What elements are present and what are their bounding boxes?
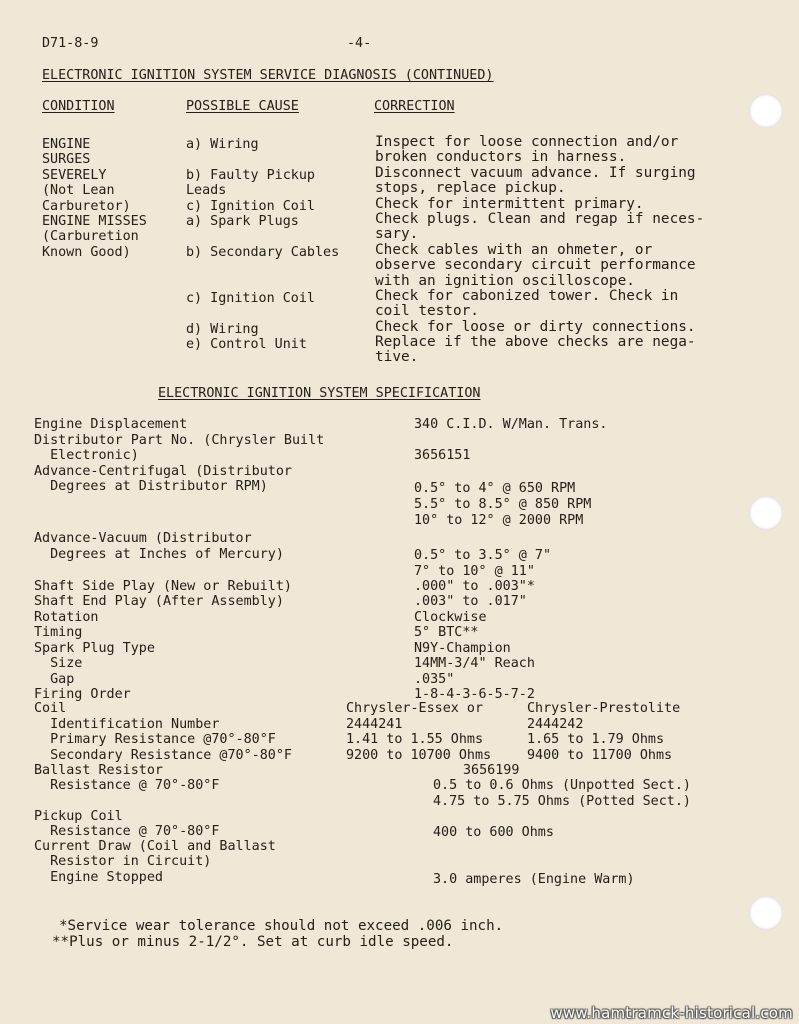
correction-line: Replace if the above checks are nega- xyxy=(375,334,696,351)
punch-hole-top xyxy=(749,94,783,128)
coil-value-prestolite: 9400 to 11700 Ohms xyxy=(527,747,673,763)
coil-header-essex: Chrysler-Essex or xyxy=(346,701,484,716)
ballast-part-number: 3656199 xyxy=(463,763,520,778)
condition-line: SEVERELY xyxy=(42,167,107,183)
spec-label: Shaft Side Play (New or Rebuilt) xyxy=(34,578,292,594)
spec-label: Secondary Resistance @70°-80°F xyxy=(34,747,292,763)
cause-line xyxy=(186,276,339,291)
condition-line: Carburetor) xyxy=(42,198,131,214)
cause-line: c) Ignition Coil xyxy=(186,198,315,214)
spec-label: Spark Plug Type xyxy=(34,640,155,656)
correction-line: Check cables with an ohmeter, or xyxy=(375,241,653,258)
correction-line: tive. xyxy=(375,349,419,366)
pickup-value: 400 to 600 Ohms xyxy=(433,825,554,840)
spec-value: .000" to .003"* xyxy=(414,578,535,594)
spec-label: Ballast Resistor xyxy=(34,763,163,778)
current-draw-value: 3.0 amperes (Engine Warm) xyxy=(433,872,635,887)
spec-label: Electronic) xyxy=(34,448,139,463)
column-header-correction: CORRECTION xyxy=(374,99,455,114)
spec-label: Resistance @ 70°-80°F xyxy=(34,778,220,793)
correction-line: with an ignition oscilloscope. xyxy=(375,272,635,289)
spec-value: 7° to 10° @ 11" xyxy=(414,563,535,579)
ballast-value: 0.5 to 0.6 Ohms (Unpotted Sect.) xyxy=(433,778,691,793)
correction-column xyxy=(375,135,704,366)
condition-line: ENGINE MISSES xyxy=(42,213,147,229)
spec-label: Distributor Part No. (Chrysler Built xyxy=(34,432,325,448)
cause-line xyxy=(186,152,339,167)
spec-label: Gap xyxy=(34,671,75,687)
spec-label: Engine Displacement xyxy=(34,417,188,432)
spec-label: Rotation xyxy=(34,609,99,625)
spec-label: Primary Resistance @70°-80°F xyxy=(34,732,276,747)
doc-code: D71-8-9 xyxy=(42,36,99,51)
condition-line: (Carburetion xyxy=(42,229,139,245)
spec-value: 14MM-3/4" Reach xyxy=(414,656,535,672)
coil-value-prestolite: 1.65 to 1.79 Ohms xyxy=(527,732,665,747)
spec-value: 340 C.I.D. W/Man. Trans. xyxy=(414,417,608,432)
condition-line: SURGES xyxy=(42,152,91,168)
spec-label: Degrees at Distributor RPM) xyxy=(34,479,268,494)
cause-column xyxy=(186,137,339,368)
correction-line: Check for cabonized tower. Check in xyxy=(375,287,679,304)
coil-header-prestolite: Chrysler-Prestolite xyxy=(527,701,681,716)
correction-line: Disconnect vacuum advance. If surging xyxy=(375,164,696,181)
correction-line: Inspect for loose connection and/or xyxy=(375,134,679,150)
cause-line xyxy=(186,229,339,244)
footnote-1: *Service wear tolerance should not exceed .006 inch. xyxy=(59,918,504,934)
coil-value-prestolite: 2444242 xyxy=(527,716,584,732)
cause-line: e) Control Unit xyxy=(186,337,307,353)
correction-line: observe secondary circuit performance xyxy=(375,257,696,274)
ballast-value: 4.75 to 5.75 Ohms (Potted Sect.) xyxy=(433,794,691,809)
correction-line: Check for intermittent primary. xyxy=(375,195,644,212)
cause-line: d) Wiring xyxy=(186,321,259,337)
spec-value: .003" to .017" xyxy=(414,594,527,610)
spec-label: Engine Stopped xyxy=(34,870,163,885)
cause-line xyxy=(186,352,339,367)
spec-label: Advance-Centrifugal (Distributor xyxy=(34,463,292,479)
cause-line xyxy=(186,260,339,275)
spec-value: .035" xyxy=(414,671,455,687)
spec-label: Coil xyxy=(34,701,67,716)
correction-line: Check plugs. Clean and regap if neces- xyxy=(375,210,705,227)
cause-line: a) Spark Plugs xyxy=(186,213,299,229)
cause-line: c) Ignition Coil xyxy=(186,290,315,306)
spec-label: Firing Order xyxy=(34,687,131,703)
spec-value: 10° to 12° @ 2000 RPM xyxy=(414,512,584,528)
column-header-condition: CONDITION xyxy=(42,99,115,114)
cause-line: a) Wiring xyxy=(186,137,259,152)
spec-value: 0.5° to 3.5° @ 7" xyxy=(414,548,552,564)
cause-line xyxy=(186,306,339,321)
spec-label: Current Draw (Coil and Ballast xyxy=(34,839,276,854)
coil-value-essex: 1.41 to 1.55 Ohms xyxy=(346,732,484,747)
correction-line: sary. xyxy=(375,226,419,243)
cause-line: Leads xyxy=(186,183,227,199)
watermark: www.hamtramck-historical.com xyxy=(550,1003,793,1022)
spec-value: 5.5° to 8.5° @ 850 RPM xyxy=(414,496,592,512)
spec-value: Clockwise xyxy=(414,609,487,625)
correction-line: coil testor. xyxy=(375,303,479,320)
spec-label: Size xyxy=(34,656,83,672)
condition-line: ENGINE xyxy=(42,137,91,152)
cause-line: b) Faulty Pickup xyxy=(186,167,315,183)
correction-line: broken conductors in harness. xyxy=(375,149,627,166)
coil-value-essex: 9200 to 10700 Ohms xyxy=(346,747,492,763)
spec-value: 0.5° to 4° @ 650 RPM xyxy=(414,480,576,496)
cause-line: b) Secondary Cables xyxy=(186,244,340,260)
footnote-2: **Plus or minus 2-1/2°. Set at curb idle speed. xyxy=(52,934,454,950)
spec-label: Identification Number xyxy=(34,716,220,732)
condition-line: (Not Lean xyxy=(42,183,115,199)
spec-label: Degrees at Inches of Mercury) xyxy=(34,546,284,562)
condition-line: Known Good) xyxy=(42,244,131,260)
spec-label: Shaft End Play (After Assembly) xyxy=(34,594,284,610)
punch-hole-bottom xyxy=(749,896,783,930)
spec-label: Pickup Coil xyxy=(34,809,123,824)
column-header-cause: POSSIBLE CAUSE xyxy=(186,99,299,114)
spec-value: N9Y-Champion xyxy=(414,640,511,656)
diagnosis-title: ELECTRONIC IGNITION SYSTEM SERVICE DIAGNOSIS (CONTINUED) xyxy=(42,68,494,83)
spec-value: 3656151 xyxy=(414,448,471,463)
spec-value: 1-8-4-3-6-5-7-2 xyxy=(414,687,535,703)
spec-label: Resistance @ 70°-80°F xyxy=(34,824,220,839)
spec-label: Advance-Vacuum (Distributor xyxy=(34,531,252,547)
correction-line: stops, replace pickup. xyxy=(375,180,566,197)
coil-value-essex: 2444241 xyxy=(346,716,403,732)
spec-label: Timing xyxy=(34,625,83,641)
page-number: -4- xyxy=(347,36,372,51)
condition-column xyxy=(42,137,147,260)
correction-line: Check for loose or dirty connections. xyxy=(375,318,696,335)
spec-label: Resistor in Circuit) xyxy=(34,854,212,869)
spec-value: 5° BTC** xyxy=(414,625,479,641)
specification-title: ELECTRONIC IGNITION SYSTEM SPECIFICATION xyxy=(158,386,481,401)
punch-hole-middle xyxy=(749,496,783,530)
